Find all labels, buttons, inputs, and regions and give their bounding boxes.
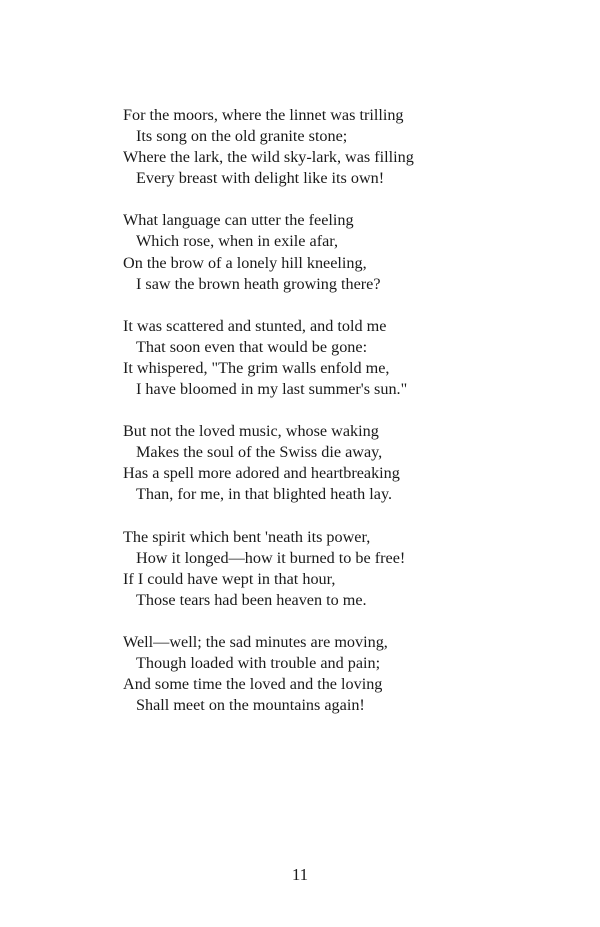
poem-line: Those tears had been heaven to me. <box>136 590 367 609</box>
stanza-1 <box>123 105 543 189</box>
poem-line: Where the lark, the wild sky-lark, was filling <box>123 148 414 167</box>
stanza-5 <box>123 527 543 611</box>
poem-line: How it longed—how it burned to be free! <box>136 548 406 567</box>
poem-line: And some time the loved and the loving <box>123 675 383 694</box>
poem-line: It whispered, "The grim walls enfold me, <box>123 358 390 377</box>
page-number: 11 <box>291 865 309 884</box>
poem-line: Though loaded with trouble and pain; <box>136 653 381 672</box>
poem-line: If I could have wept in that hour, <box>123 569 336 588</box>
poem-line: But not the loved music, whose waking <box>123 422 379 441</box>
poem-line: Than, for me, in that blighted heath lay. <box>136 485 393 504</box>
poem-line: That soon even that would be gone: <box>136 337 368 356</box>
stanza-6 <box>123 632 543 716</box>
poem-line: Every breast with delight like its own! <box>136 169 385 188</box>
poem-line: For the moors, where the linnet was trilling <box>123 106 404 124</box>
poem-line: It was scattered and stunted, and told me <box>123 316 387 335</box>
poem-body <box>123 105 543 737</box>
poem-line: Shall meet on the mountains again! <box>136 696 365 715</box>
poem-line: Well—well; the sad minutes are moving, <box>123 632 388 651</box>
poem-line: I have bloomed in my last summer's sun." <box>136 380 408 399</box>
poem-line: Which rose, when in exile afar, <box>136 232 339 251</box>
stanza-4 <box>123 421 543 505</box>
poem-line: On the brow of a lonely hill kneeling, <box>123 253 367 272</box>
poem-line: Has a spell more adored and heartbreaking <box>123 464 400 483</box>
stanza-2 <box>123 210 543 294</box>
stanza-3 <box>123 316 543 400</box>
poem-line: Makes the soul of the Swiss die away, <box>136 443 383 462</box>
poem-line: Its song on the old granite stone; <box>136 127 348 146</box>
poem-line: The spirit which bent 'neath its power, <box>123 527 371 546</box>
poem-line: I saw the brown heath growing there? <box>136 274 381 293</box>
poem-line: What language can utter the feeling <box>123 211 354 230</box>
